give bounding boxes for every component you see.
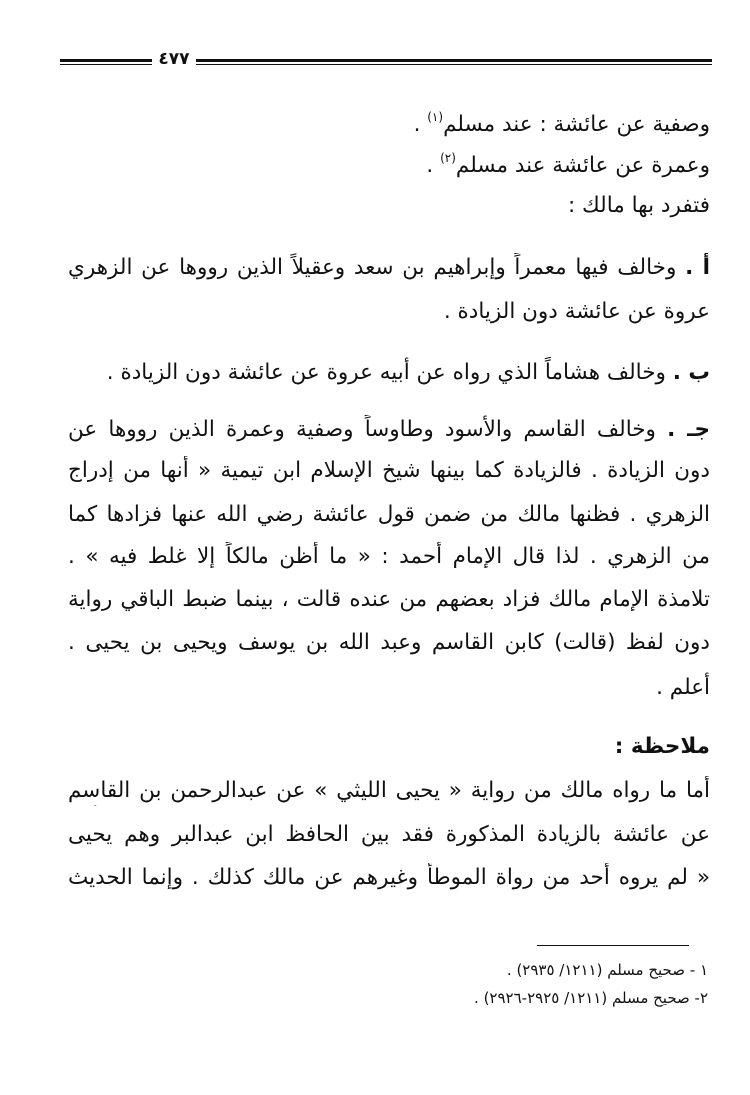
page-header <box>60 49 712 72</box>
text-line: « لم يروه أحد من رواة الموطأ وغيرهم عن مالك كذلك . وإنما الحديث <box>68 865 710 890</box>
footnote: ١ - صحيح مسلم (١٢١١/ ٢٩٣٥) . <box>506 961 708 979</box>
header-rule-right <box>196 59 712 65</box>
text-line: أما ما رواه مالك من رواية « يحيى الليثي » عن عبدالرحمن بن القاسم <box>68 778 710 803</box>
text-line: عن عائشة بالزيادة المذكورة فقد بين الحافظ ابن عبدالبر وهم يحيى <box>68 822 710 847</box>
text-line: وعمرة عن عائشة عند مسلم$^{(٢)}$ . <box>426 151 710 178</box>
page-number: ٤٧٧ <box>158 49 190 69</box>
text-line: عروة عن عائشة دون الزيادة . <box>443 299 710 324</box>
footnote-ref: (١) <box>427 110 444 124</box>
item-marker: جـ . <box>667 417 710 442</box>
text-line: الزهري . فظنها مالك من ضمن قول عائشة رضي الله عنها فزادها كما <box>68 502 710 527</box>
item-marker: ب . <box>672 360 710 385</box>
text-line: أعلم . <box>656 675 710 700</box>
text-line: دون الزيادة . فالزيادة كما بينها شيخ الإسلام ابن تيمية « أنها من إدراج <box>68 458 710 483</box>
text-line: ب . وخالف هشاماً الذي رواه عن أبيه عروة عن عائشة دون الزيادة . <box>106 360 710 385</box>
text-line: جـ . وخالف القاسم والأسود وطاوساً وصفية وعمرة الذين رووها عن <box>68 417 710 442</box>
header-rule-left <box>60 59 152 65</box>
item-marker: أ . <box>685 255 710 280</box>
text-line: أ . وخالف فيها معمراً وإبراهيم بن سعد وعقيلاً الذين رووها عن الزهري <box>68 255 710 280</box>
text-line: من الزهري . لذا قال الإمام أحمد : « ما أظن مالكاً إلا غلط فيه » . <box>68 544 710 569</box>
text-line: فتفرد بها مالك : <box>567 193 710 218</box>
text-line: وصفية عن عائشة : عند مسلم$^{(١)}$ . <box>413 110 710 137</box>
footnote-separator <box>537 945 689 946</box>
text-line: تلامذة الإمام مالك فزاد بعضهم من عنده قالت ، بينما ضبط الباقي رواية <box>68 587 710 612</box>
note-heading: ملاحظة : <box>614 734 710 759</box>
footnote: ٢- صحيح مسلم (١٢١١/ ٢٩٢٥-٢٩٢٦) . <box>474 989 708 1007</box>
footnote-ref: (٢) <box>440 151 456 165</box>
text-line: دون لفظ (قالت) كابن القاسم وعبد الله بن يوسف ويحيى بن يحيى . <box>68 630 710 655</box>
